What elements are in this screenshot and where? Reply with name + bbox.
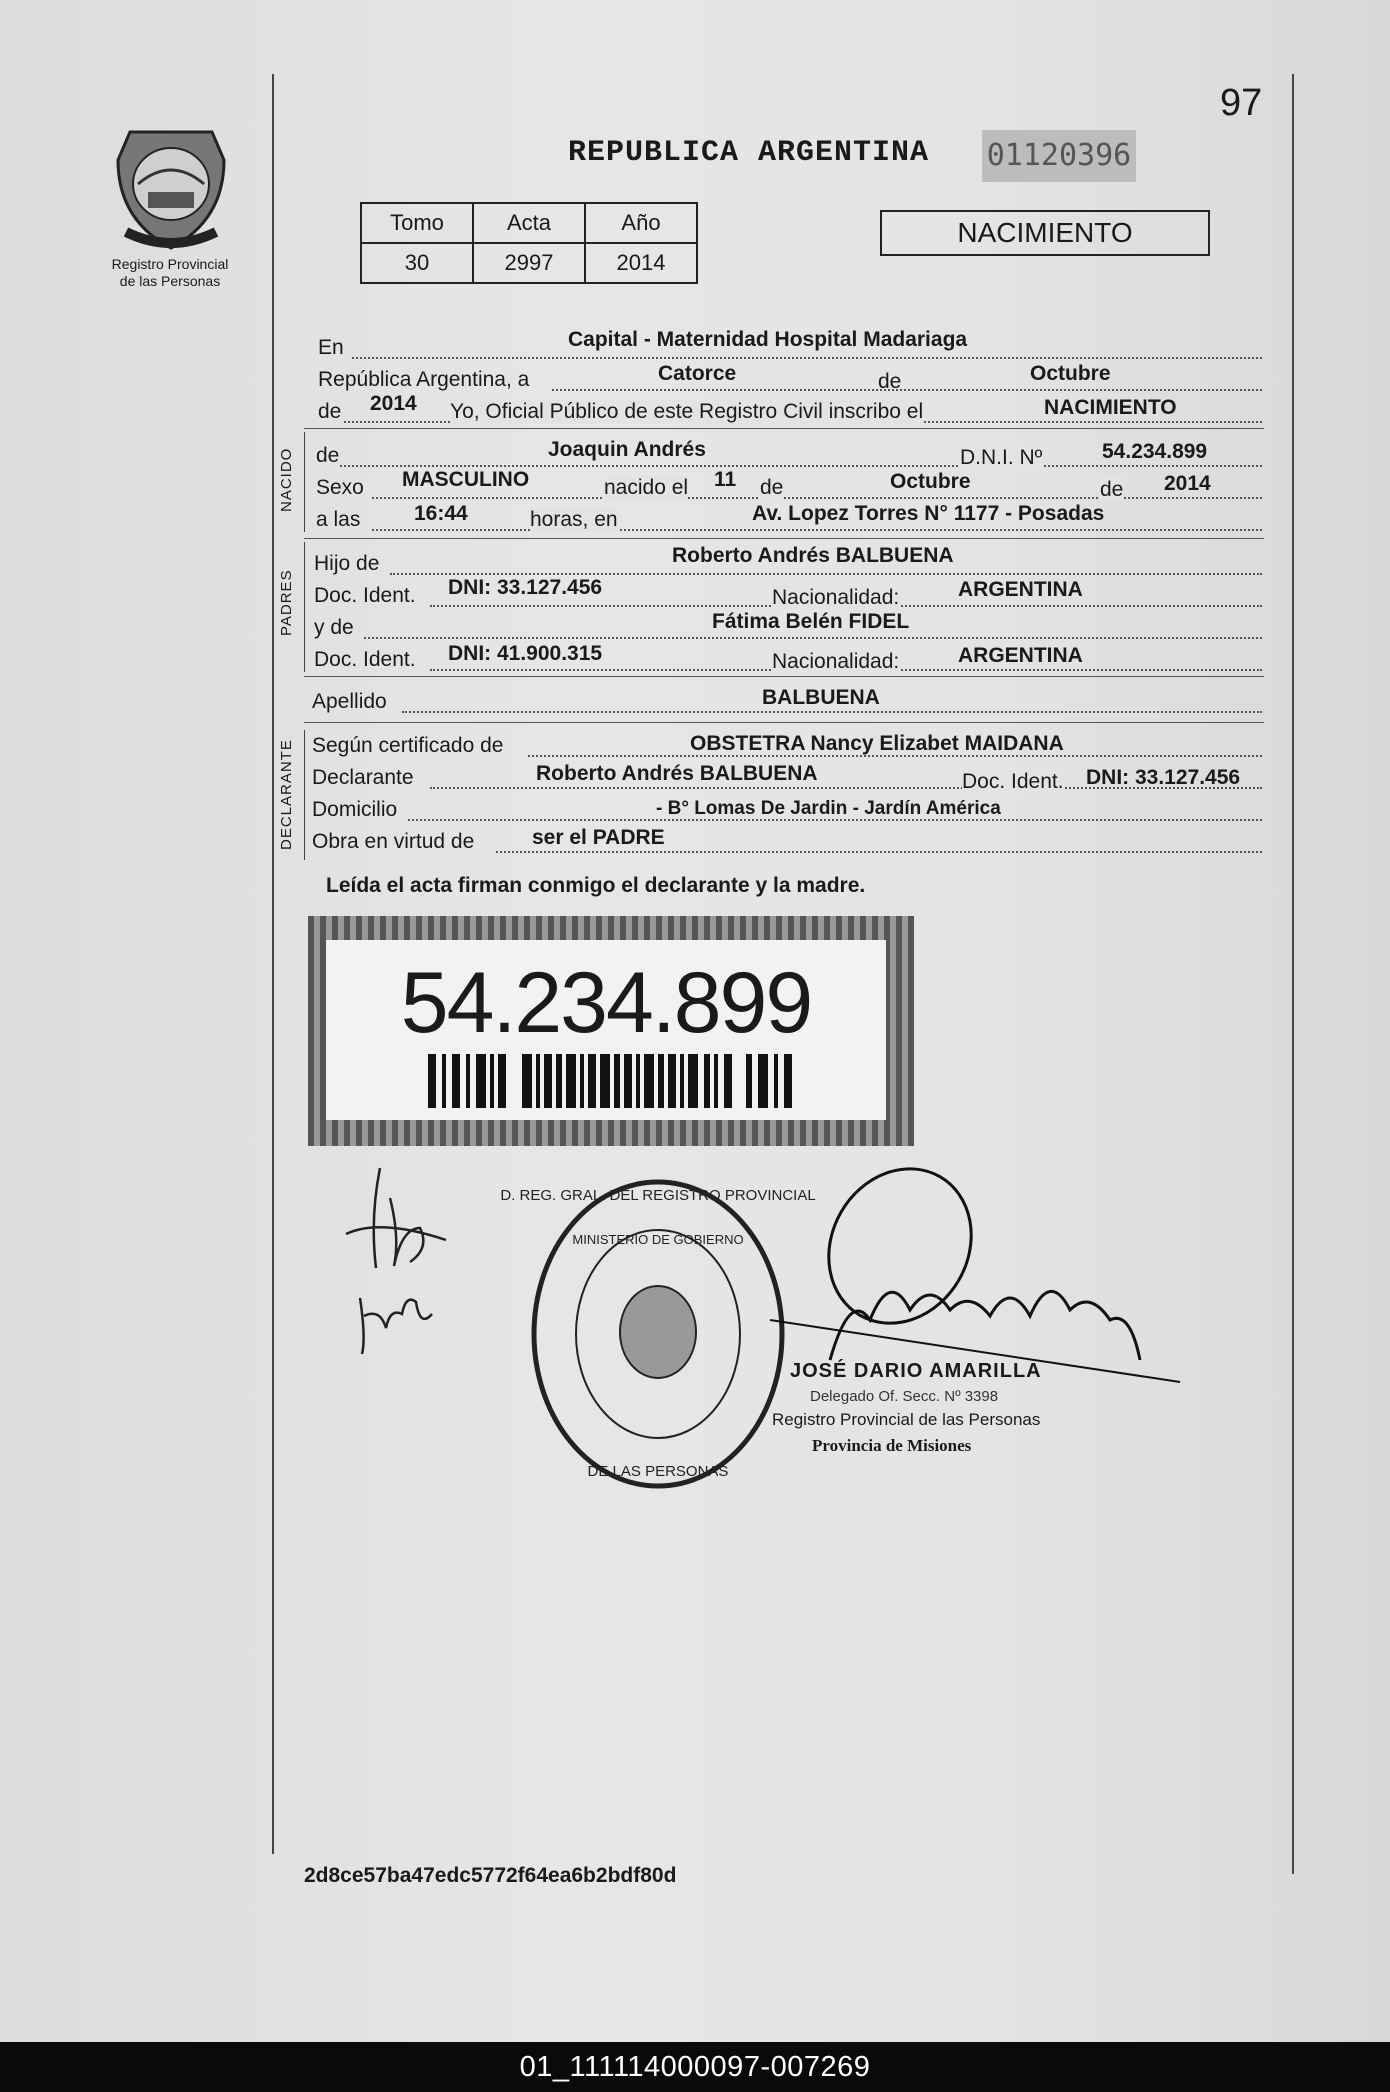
label-a-las: a las	[316, 508, 361, 531]
field-tipo: NACIMIENTO	[1044, 396, 1177, 419]
field-certificado: OBSTETRA Nancy Elizabet MAIDANA	[690, 732, 1064, 755]
section-nacido: NACIDO	[278, 447, 295, 512]
field-padre-nac: ARGENTINA	[958, 578, 1083, 601]
record-type-box: NACIMIENTO	[880, 210, 1210, 256]
field-madre: Fátima Belén FIDEL	[712, 610, 910, 633]
label-de-3: de	[316, 444, 340, 467]
label-nacido-el: nacido el	[604, 476, 689, 499]
field-madre-nac: ARGENTINA	[958, 644, 1083, 667]
section-declarante: DECLARANTE	[278, 739, 295, 850]
label-de-4: de	[760, 476, 784, 499]
serial-stamp: 01120396	[982, 130, 1136, 182]
left-margin-line	[272, 74, 274, 1854]
section-line	[304, 432, 305, 532]
record-header-acta: Acta	[473, 203, 585, 243]
field-mes: Octubre	[1030, 362, 1111, 385]
field-apellido: BALBUENA	[762, 686, 880, 709]
dotted-line	[552, 389, 1262, 391]
field-lugar-nac: Av. Lopez Torres N° 1177 - Posadas	[752, 502, 1105, 525]
dni-sticker-number: 54.234.899	[400, 955, 812, 1051]
divider	[304, 676, 1264, 677]
record-header-anio: Año	[585, 203, 697, 243]
field-anio: 2014	[370, 392, 417, 415]
label-sexo: Sexo	[316, 476, 364, 499]
record-header-tomo: Tomo	[361, 203, 473, 243]
field-anio-nac: 2014	[1164, 472, 1211, 495]
barcode-icon	[428, 1054, 798, 1108]
dotted-line	[496, 851, 1262, 853]
record-table	[360, 202, 698, 284]
dni-sticker	[308, 916, 914, 1146]
dotted-line	[364, 637, 1262, 639]
section-line	[304, 542, 305, 672]
document-hash: 2d8ce57ba47edc5772f64ea6b2bdf80d	[304, 1864, 677, 1887]
label-doc-ident-padre: Doc. Ident.	[314, 584, 416, 607]
label-obra: Obra en virtud de	[312, 830, 475, 853]
label-hijo-de: Hijo de	[314, 552, 380, 575]
dni-sticker-inner	[326, 940, 886, 1120]
province-seal-icon	[112, 120, 230, 252]
svg-text:D. REG. GRAL. DEL REGISTRO PRO: D. REG. GRAL. DEL REGISTRO PROVINCIAL	[500, 1187, 816, 1204]
label-en: En	[318, 336, 344, 359]
field-madre-doc: DNI: 41.900.315	[448, 642, 603, 665]
divider	[304, 722, 1264, 723]
field-hora: 16:44	[414, 502, 468, 525]
divider	[304, 538, 1264, 539]
record-value-anio: 2014	[585, 243, 697, 283]
label-de: de	[878, 370, 902, 393]
field-dia-texto: Catorce	[658, 362, 737, 385]
field-sexo: MASCULINO	[402, 468, 530, 491]
field-padre: Roberto Andrés BALBUENA	[672, 544, 954, 567]
section-line	[304, 730, 305, 860]
label-de-2: de	[318, 400, 342, 423]
field-lugar: Capital - Maternidad Hospital Madariaga	[568, 328, 968, 351]
closing-statement: Leída el acta firman conmigo el declarante y la madre.	[326, 874, 866, 897]
field-declarante-doc: DNI: 33.127.456	[1086, 766, 1241, 789]
label-y-de: y de	[314, 616, 354, 639]
seal-caption-line-1: Registro Provincial	[111, 256, 229, 272]
label-yo: Yo, Oficial Público de este Registro Civil inscribo el	[450, 400, 924, 423]
document-title: REPUBLICA ARGENTINA	[568, 136, 930, 170]
official-stamp-icon	[500, 1176, 816, 1492]
official-province: Provincia de Misiones	[812, 1436, 972, 1455]
label-apellido: Apellido	[312, 690, 387, 713]
section-padres: PADRES	[278, 569, 295, 636]
dotted-line	[352, 357, 1262, 359]
record-value-tomo: 30	[361, 243, 473, 283]
field-padre-doc: DNI: 33.127.456	[448, 576, 603, 599]
label-declarante: Declarante	[312, 766, 414, 789]
right-margin-line	[1292, 74, 1294, 1874]
label-doc-ident-declarante: Doc. Ident.	[962, 770, 1064, 793]
page-number: 97	[1220, 82, 1263, 124]
label-doc-ident-madre: Doc. Ident.	[314, 648, 416, 671]
field-mes-nac: Octubre	[890, 470, 971, 493]
signature-left	[340, 1158, 460, 1358]
label-dni: D.N.I. Nº	[960, 446, 1043, 469]
field-declarante: Roberto Andrés BALBUENA	[536, 762, 818, 785]
dotted-line	[402, 711, 1262, 713]
record-value-acta: 2997	[473, 243, 585, 283]
label-de-5: de	[1100, 478, 1124, 501]
scan-footer: 01_111114000097-007269	[0, 2042, 1390, 2092]
label-horas-en: horas, en	[530, 508, 618, 531]
svg-text:MINISTERIO DE GOBIERNO: MINISTERIO DE GOBIERNO	[572, 1232, 744, 1247]
field-dia: 11	[714, 468, 737, 491]
svg-text:DE LAS PERSONAS: DE LAS PERSONAS	[587, 1463, 729, 1480]
label-nacionalidad-madre: Nacionalidad:	[772, 650, 900, 673]
dotted-line	[390, 573, 1262, 575]
field-nombre: Joaquin Andrés	[548, 438, 706, 461]
dotted-line	[340, 465, 1262, 467]
label-domicilio: Domicilio	[312, 798, 398, 821]
field-dni: 54.234.899	[1102, 440, 1208, 463]
label-nacionalidad-padre: Nacionalidad:	[772, 586, 900, 609]
label-segun: Según certificado de	[312, 734, 504, 757]
dotted-line	[372, 497, 1262, 499]
seal-caption	[95, 256, 245, 290]
official-role: Delegado Of. Secc. Nº 3398	[810, 1388, 999, 1405]
seal-caption-line-2: de las Personas	[119, 273, 221, 289]
field-obra: ser el PADRE	[532, 826, 665, 849]
dotted-line	[372, 529, 1262, 531]
divider	[304, 428, 1264, 429]
field-domicilio: - B° Lomas De Jardin - Jardín América	[656, 798, 1001, 819]
label-republica: República Argentina, a	[318, 368, 530, 391]
official-name: JOSÉ DARIO AMARILLA	[790, 1360, 1042, 1382]
official-org: Registro Provincial de las Personas	[772, 1410, 1041, 1429]
